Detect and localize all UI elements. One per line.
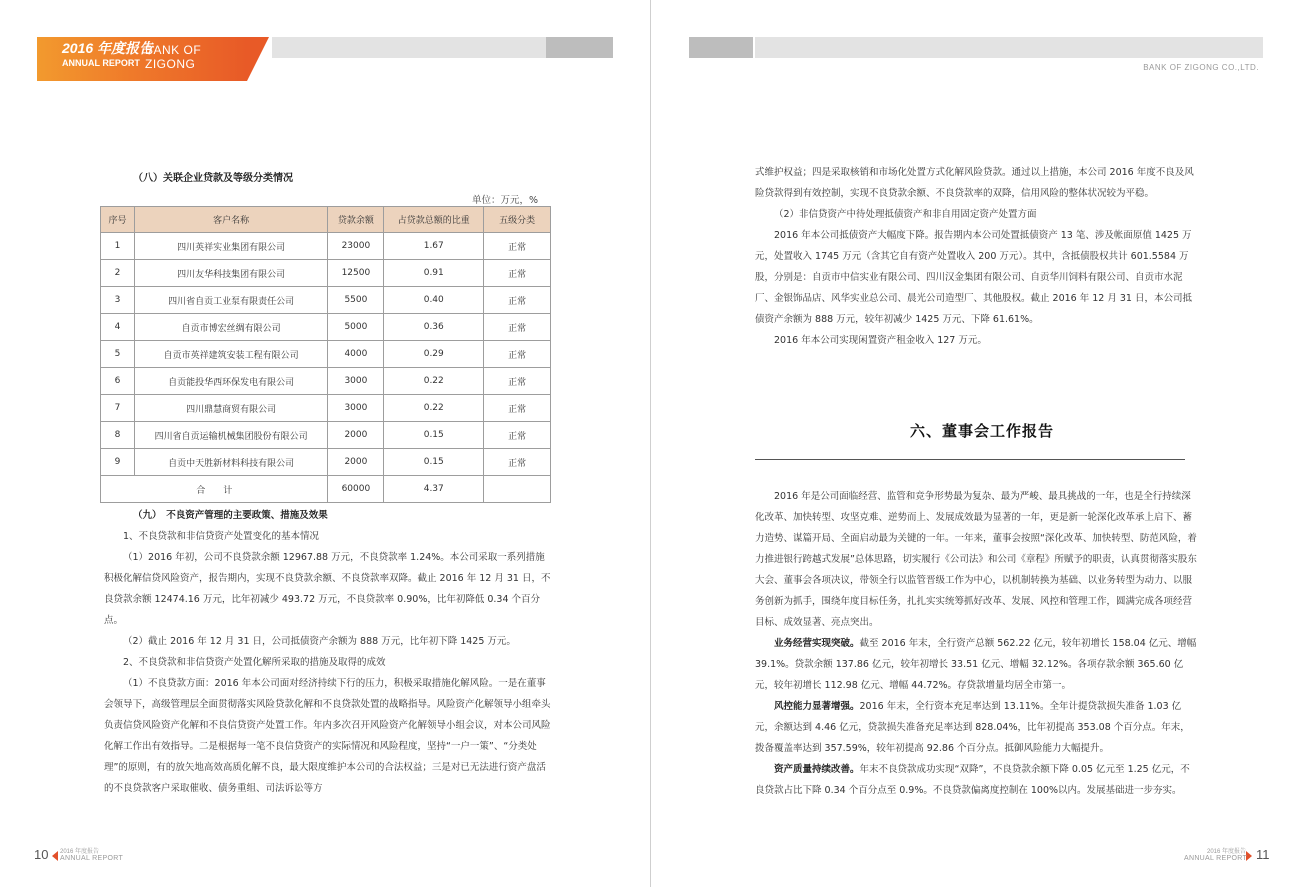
table-cell: 正常 bbox=[484, 368, 551, 395]
highlight-label: 业务经营实现突破。 bbox=[774, 638, 860, 649]
total-class bbox=[484, 476, 551, 503]
section-eight-title: （八）关联企业贷款及等级分类情况 bbox=[133, 173, 293, 184]
page-number-right: 11 bbox=[1256, 847, 1270, 862]
table-cell: 自贡市博宏丝绸有限公司 bbox=[134, 314, 328, 341]
header-dark-gray-bar bbox=[689, 37, 753, 58]
header-dark-gray-bar bbox=[546, 37, 613, 58]
chapter-title: 六、董事会工作报告 bbox=[910, 422, 1055, 440]
paragraph: （1）2016 年初，公司不良贷款余额 12967.88 万元，不良贷款率 1.24%。本公司采取一系列措施积极化解信贷风险资产，报告期内，实现不良贷款余额、不良贷款率双降。截止 2016 年 12 月 31 日，不良贷款余额 12474.16 万元，比年初减少 493.72 万元，不良贷款率 0.90%，比年初降低 0.34 个百分点。 bbox=[104, 552, 551, 626]
table-cell: 0.15 bbox=[384, 422, 484, 449]
col-header: 贷款余额 bbox=[328, 207, 384, 233]
table-cell: 3 bbox=[101, 287, 135, 314]
table-cell: 四川英祥实业集团有限公司 bbox=[134, 233, 328, 260]
table-row bbox=[101, 395, 551, 422]
table-row bbox=[101, 449, 551, 476]
col-header: 序号 bbox=[101, 207, 135, 233]
table-cell: 四川鼎慧商贸有限公司 bbox=[134, 395, 328, 422]
table-cell: 2000 bbox=[328, 422, 384, 449]
paragraph: 2016 年是公司面临经营、监管和竞争形势最为复杂、最为严峻、最具挑战的一年，也是全行持续深化改革、加快转型、攻坚克难、逆势而上、发展成效最为显著的一年，更是新一轮深化改革承上启下、蓄力造势、谋篇开局、全面启动最为关键的一年。一年来，董事会按照“深化改革、加快转型、防范风险，着力推进银行跨越式发展”总体思路，切实履行《公司法》和公司《章程》所赋予的职责，认真贯彻落实股东大会、董事会各项决议，带领全行以监管晋级工作为中心，以机制转换为基础、以业务转型为动力、以服务创新为抓手，围绕年度目标任务，扎扎实实统筹抓好改革、发展、风控和管理工作，圆满完成各项经营目标、成效显著、亮点突出。 bbox=[755, 491, 1197, 628]
table-cell: 12500 bbox=[328, 260, 384, 287]
table-cell: 9 bbox=[101, 449, 135, 476]
table-cell: 0.22 bbox=[384, 395, 484, 422]
arrow-left-icon bbox=[52, 851, 58, 861]
table-total-row bbox=[101, 476, 551, 503]
header-gray-bar bbox=[272, 37, 546, 58]
col-header: 客户名称 bbox=[134, 207, 328, 233]
paragraph bbox=[755, 759, 1197, 801]
left-body bbox=[104, 505, 551, 799]
table-cell: 正常 bbox=[484, 422, 551, 449]
table-row bbox=[101, 341, 551, 368]
table-row bbox=[101, 287, 551, 314]
table-cell: 3000 bbox=[328, 368, 384, 395]
table-cell: 4 bbox=[101, 314, 135, 341]
total-ratio: 4.37 bbox=[384, 476, 484, 503]
footer-small-title: 2016 年度报告 bbox=[1207, 849, 1247, 855]
table-cell: 自贡市英祥建筑安装工程有限公司 bbox=[134, 341, 328, 368]
paragraph bbox=[755, 633, 1197, 696]
table-cell: 0.15 bbox=[384, 449, 484, 476]
paragraph: （1）不良贷款方面：2016 年本公司面对经济持续下行的压力，积极采取措施化解风险。一是在董事会领导下，高级管理层全面贯彻落实风险贷款化解和不良贷款处置的战略指导。风险资产化解领导小组牵头负责信贷风险资产化解和不良信贷资产处置工作。年内多次召开风险资产化解领导小组会议，对本公司风险化解工作出有效指导。二是根据每一笔不良信贷资产的实际情况和风险程度，坚持“一户一策”、“分类处理”的原则，有的放矢地高效高质化解不良，最大限度维护本公司的合法权益；三是对已无法进行资产盘活的不良贷款客户采取催收、债务重组、司法诉讼等方 bbox=[104, 678, 551, 794]
table-cell: 0.36 bbox=[384, 314, 484, 341]
header-gray-bar bbox=[1033, 37, 1263, 58]
table-cell: 1.67 bbox=[384, 233, 484, 260]
table-cell: 正常 bbox=[484, 314, 551, 341]
table-cell: 0.40 bbox=[384, 287, 484, 314]
table-cell: 23000 bbox=[328, 233, 384, 260]
paragraph-text: 截至 2016 年末，全行资产总额 562.22 亿元，较年初增长 158.04 亿元、增幅 39.1%。贷款余额 137.86 亿元，较年初增长 33.51 亿元、增幅 32.12%。各项存款余额 365.60 亿元，较年初增长 112.98 亿元、增幅 44.72%。存贷款增量均居全市第一。 bbox=[755, 638, 1197, 691]
paragraph bbox=[755, 696, 1197, 759]
logo-subtitle: ANNUAL REPORT bbox=[62, 58, 140, 68]
col-header: 五级分类 bbox=[484, 207, 551, 233]
table-row bbox=[101, 260, 551, 287]
footer-small-title: 2016 年度报告 bbox=[60, 849, 100, 855]
section-nine-title: （九） 不良资产管理的主要政策、措施及效果 bbox=[133, 510, 328, 521]
logo-bank-line2: ZIGONG bbox=[145, 57, 196, 71]
table-cell: 2 bbox=[101, 260, 135, 287]
unit-label: 单位：万元，% bbox=[472, 195, 539, 206]
table-cell: 0.29 bbox=[384, 341, 484, 368]
table-cell: 正常 bbox=[484, 287, 551, 314]
sub-title-1: 1、不良贷款和非信贷资产处置变化的基本情况 bbox=[123, 531, 320, 542]
header-logo-tip bbox=[247, 37, 269, 81]
table-cell: 5000 bbox=[328, 314, 384, 341]
total-label: 合 计 bbox=[101, 476, 328, 503]
right-body-top bbox=[755, 162, 1197, 351]
footer-annual-report: ANNUAL REPORT bbox=[60, 855, 124, 862]
table-cell: 6 bbox=[101, 368, 135, 395]
logo-year-title: 2016 年度报告 bbox=[62, 40, 154, 56]
col-header: 占贷款总额的比重 bbox=[384, 207, 484, 233]
right-body-bottom bbox=[755, 486, 1197, 801]
table-cell: 2000 bbox=[328, 449, 384, 476]
chapter-divider bbox=[755, 459, 1185, 460]
table-cell: 自贡能投华西环保发电有限公司 bbox=[134, 368, 328, 395]
paragraph-text: 2016 年末，全行资本充足率达到 13.11%。全年计提贷款损失准备 1.03 亿元，余额达到 4.46 亿元，贷款损失准备充足率达到 828.04%，比年初提高 353.08 个百分点。年末，拨备覆盖率达到 357.59%，较年初提高 92.86 个百分点。抵御风险能力大幅提升。 bbox=[755, 701, 1190, 754]
table-header-row bbox=[101, 207, 551, 233]
paragraph-text: 年末不良贷款成功实现“双降”，不良贷款余额下降 0.05 亿元至 1.25 亿元，不良贷款占比下降 0.34 个百分点至 0.9%。不良贷款偏离度控制在 100%以内。发展基础进一步夯实。 bbox=[755, 764, 1190, 796]
paragraph: 2016 年本公司实现闲置资产租金收入 127 万元。 bbox=[774, 335, 987, 346]
table-cell: 4000 bbox=[328, 341, 384, 368]
table-cell: 正常 bbox=[484, 233, 551, 260]
table-cell: 5 bbox=[101, 341, 135, 368]
total-amount: 60000 bbox=[328, 476, 384, 503]
paragraph: 式维护权益；四是采取核销和市场化处置方式化解风险贷款。通过以上措施，本公司 2016 年度不良及风险贷款得到有效控制，实现不良贷款余额、不良贷款率的双降，信用风险的整体状况较为平稳。 bbox=[755, 167, 1194, 199]
table-cell: 1 bbox=[101, 233, 135, 260]
table-cell: 3000 bbox=[328, 395, 384, 422]
table-cell: 正常 bbox=[484, 260, 551, 287]
logo-bank-line1: BANK OF bbox=[145, 43, 202, 57]
sub-title-2: 2、不良贷款和非信贷资产处置化解所采取的措施及取得的成效 bbox=[123, 657, 386, 668]
footer-annual-report: ANNUAL REPORT bbox=[1184, 855, 1248, 862]
table-cell: 7 bbox=[101, 395, 135, 422]
bank-name-english: BANK OF ZIGONG CO.,LTD. bbox=[1143, 63, 1259, 72]
table-row bbox=[101, 422, 551, 449]
paragraph: 2016 年本公司抵债资产大幅度下降。报告期内本公司处置抵债资产 13 笔、涉及帐面原值 1425 万元，处置收入 1745 万元（含其它自有资产处置收入 200 万元）。其中，含抵债股权共计 601.5584 万股，分别是：自贡市中信实业有限公司、四川汉金集团有限公司、自贡华川饲料有限公司、自贡市水泥厂、金银饰品店、风华实业总公司、晨光公司造型厂、其他股权。截止 2016 年 12 月 31 日，本公司抵债资产余额为 888 万元，较年初减少 1425 万元、下降 61.61%。 bbox=[755, 230, 1192, 325]
table-cell: 正常 bbox=[484, 395, 551, 422]
table-cell: 正常 bbox=[484, 341, 551, 368]
table-cell: 5500 bbox=[328, 287, 384, 314]
table-row bbox=[101, 314, 551, 341]
table-cell: 8 bbox=[101, 422, 135, 449]
table-row bbox=[101, 233, 551, 260]
table-cell: 0.22 bbox=[384, 368, 484, 395]
table-cell: 0.91 bbox=[384, 260, 484, 287]
table-cell: 自贡中天胜新材料科技有限公司 bbox=[134, 449, 328, 476]
table-cell: 四川友华科技集团有限公司 bbox=[134, 260, 328, 287]
page-number-left: 10 bbox=[34, 847, 49, 862]
table-cell: 正常 bbox=[484, 449, 551, 476]
paragraph: （2）截止 2016 年 12 月 31 日，公司抵债资产余额为 888 万元，比年初下降 1425 万元。 bbox=[123, 636, 516, 647]
table-cell: 四川省自贡运输机械集团股份有限公司 bbox=[134, 422, 328, 449]
highlight-label: 风控能力显著增强。 bbox=[774, 701, 860, 712]
table-cell: 四川省自贡工业泵有限责任公司 bbox=[134, 287, 328, 314]
table-row bbox=[101, 368, 551, 395]
header-gray-bar bbox=[755, 37, 1033, 58]
highlight-label: 资产质量持续改善。 bbox=[774, 764, 860, 775]
related-loans-table bbox=[100, 206, 551, 503]
sub-title: （2）非信贷资产中待处理抵债资产和非自用固定资产处置方面 bbox=[774, 209, 1037, 220]
